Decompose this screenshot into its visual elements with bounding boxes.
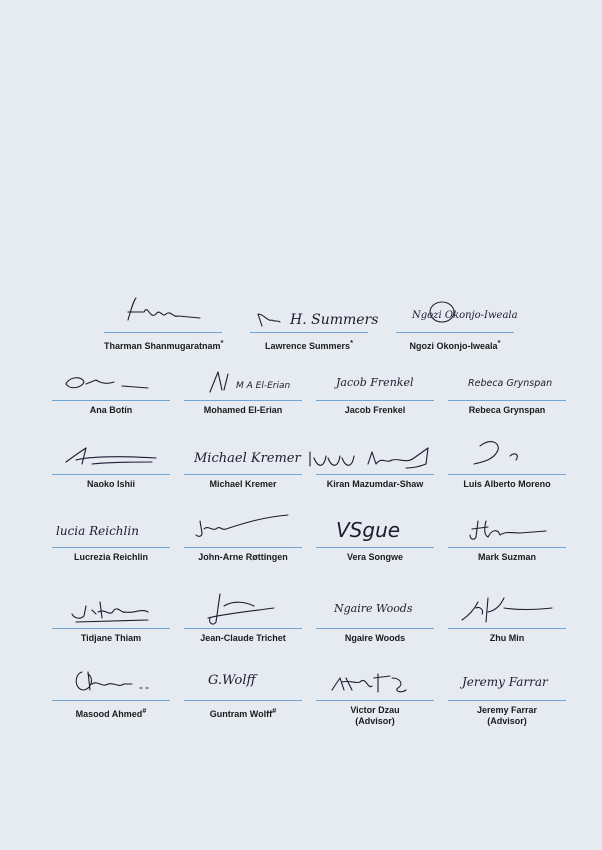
signature-block-trichet — [184, 588, 302, 644]
signature-block-kremer — [184, 434, 302, 490]
signature-text: Rebeca Grynspan — [468, 378, 553, 389]
signatory-name: Ngozi Okonjo-Iweala — [409, 341, 498, 351]
signature-block-ishii — [52, 434, 170, 490]
signature-block-thiam — [52, 588, 170, 644]
signature-block-dzau — [316, 660, 434, 727]
signature-text: lucia Reichlin — [56, 524, 139, 538]
signatory-name: Ana Botín — [89, 405, 133, 415]
signature-block-rottingen — [184, 507, 302, 563]
signature-image-wolff — [184, 660, 302, 701]
signatory-mark: * — [220, 338, 224, 347]
signature-image-botin — [52, 360, 170, 401]
signatory-name: Jacob Frenkel — [344, 405, 406, 415]
signatory-name: Michael Kremer — [209, 479, 277, 489]
signature-text: VSgue — [336, 518, 401, 542]
signature-block-frenkel — [316, 360, 434, 416]
signature-text: G.Wolff — [208, 673, 256, 688]
signature-block-suzman — [448, 507, 566, 563]
signature-image-farrar — [448, 660, 566, 701]
signature-image-reichlin — [52, 507, 170, 548]
signatory-mark: # — [142, 706, 147, 715]
signature-block-botin — [52, 360, 170, 416]
signatory-name: Naoko Ishii — [86, 479, 135, 489]
signatory-name: Jeremy Farrar — [476, 705, 538, 715]
signature-image-dzau — [316, 660, 434, 701]
signatory-name: Vera Songwe — [346, 552, 404, 562]
signature-image-rottingen — [184, 507, 302, 548]
signature-text: Michael Kremer — [194, 451, 301, 466]
signature-text: Ngaire Woods — [334, 602, 413, 615]
signature-image-ishii — [52, 434, 170, 475]
signature-block-farrar — [448, 660, 566, 727]
signature-image-thiam — [52, 588, 170, 629]
signature-image-frenkel — [316, 360, 434, 401]
signature-image-woods — [316, 588, 434, 629]
signature-image-songwe — [316, 507, 434, 548]
signature-block-wolff — [184, 660, 302, 720]
signature-block-ahmed — [52, 660, 170, 720]
signature-block-el-erian — [184, 360, 302, 416]
signature-block-zhu-min — [448, 588, 566, 644]
signatory-name: Jean-Claude Trichet — [200, 633, 286, 643]
signatory-mark: * — [497, 338, 501, 347]
signature-image-suzman — [448, 507, 566, 548]
signatory-name: Zhu Min — [489, 633, 525, 643]
signature-block-reichlin — [52, 507, 170, 563]
signature-block-moreno — [448, 434, 566, 490]
signature-image-moreno — [448, 434, 566, 475]
signatory-name: Victor Dzau — [350, 705, 400, 715]
signature-block-mazumdar-shaw — [316, 434, 434, 490]
signatory-name: Luis Alberto Moreno — [463, 479, 551, 489]
signature-text: Ngozi Okonjo-Iweala — [412, 310, 518, 321]
signature-image-trichet — [184, 588, 302, 629]
signatory-name: Guntram Wolff — [209, 709, 273, 719]
signatory-name: Lucrezia Reichlin — [73, 552, 149, 562]
signature-block-songwe — [316, 507, 434, 563]
signature-image-summers — [250, 292, 379, 333]
signature-image-kremer — [184, 434, 302, 475]
signature-block-okonjo-iweala — [396, 292, 518, 352]
signatory-name: Mark Suzman — [477, 552, 537, 562]
signature-block-shanmugaratnam — [104, 292, 222, 352]
signatory-mark: # — [272, 706, 277, 715]
signature-block-grynspan — [448, 360, 566, 416]
signatory-name: Kiran Mazumdar-Shaw — [326, 479, 424, 489]
signatory-name: John-Arne Røttingen — [198, 552, 288, 562]
signature-text: Jacob Frenkel — [336, 376, 414, 389]
signatory-name: Ngaire Woods — [344, 633, 406, 643]
signature-image-el-erian — [184, 360, 302, 401]
signature-image-grynspan — [448, 360, 566, 401]
signature-block-woods — [316, 588, 434, 644]
signatory-mark: * — [350, 338, 353, 347]
signatory-name: Lawrence Summers — [265, 341, 351, 351]
signature-block-summers — [250, 292, 379, 352]
signatory-name: Masood Ahmed — [75, 709, 143, 719]
signature-text: Jeremy Farrar — [462, 675, 548, 689]
signature-text: M A El-Erian — [236, 381, 291, 391]
signature-image-zhu-min — [448, 588, 566, 629]
signatory-name: Tharman Shanmugaratnam — [104, 341, 221, 351]
signatory-role: (Advisor) — [355, 716, 395, 726]
signature-image-shanmugaratnam — [104, 292, 222, 333]
signatory-role: (Advisor) — [487, 716, 527, 726]
signature-image-ahmed — [52, 660, 170, 701]
signatory-name: Rebeca Grynspan — [468, 405, 546, 415]
signatory-name: Mohamed El-Erian — [203, 405, 283, 415]
signature-text: H. Summers — [290, 312, 379, 328]
signature-image-mazumdar-shaw — [316, 434, 434, 475]
signatory-name: Tidjane Thiam — [80, 633, 142, 643]
signature-image-okonjo-iweala — [396, 292, 518, 333]
